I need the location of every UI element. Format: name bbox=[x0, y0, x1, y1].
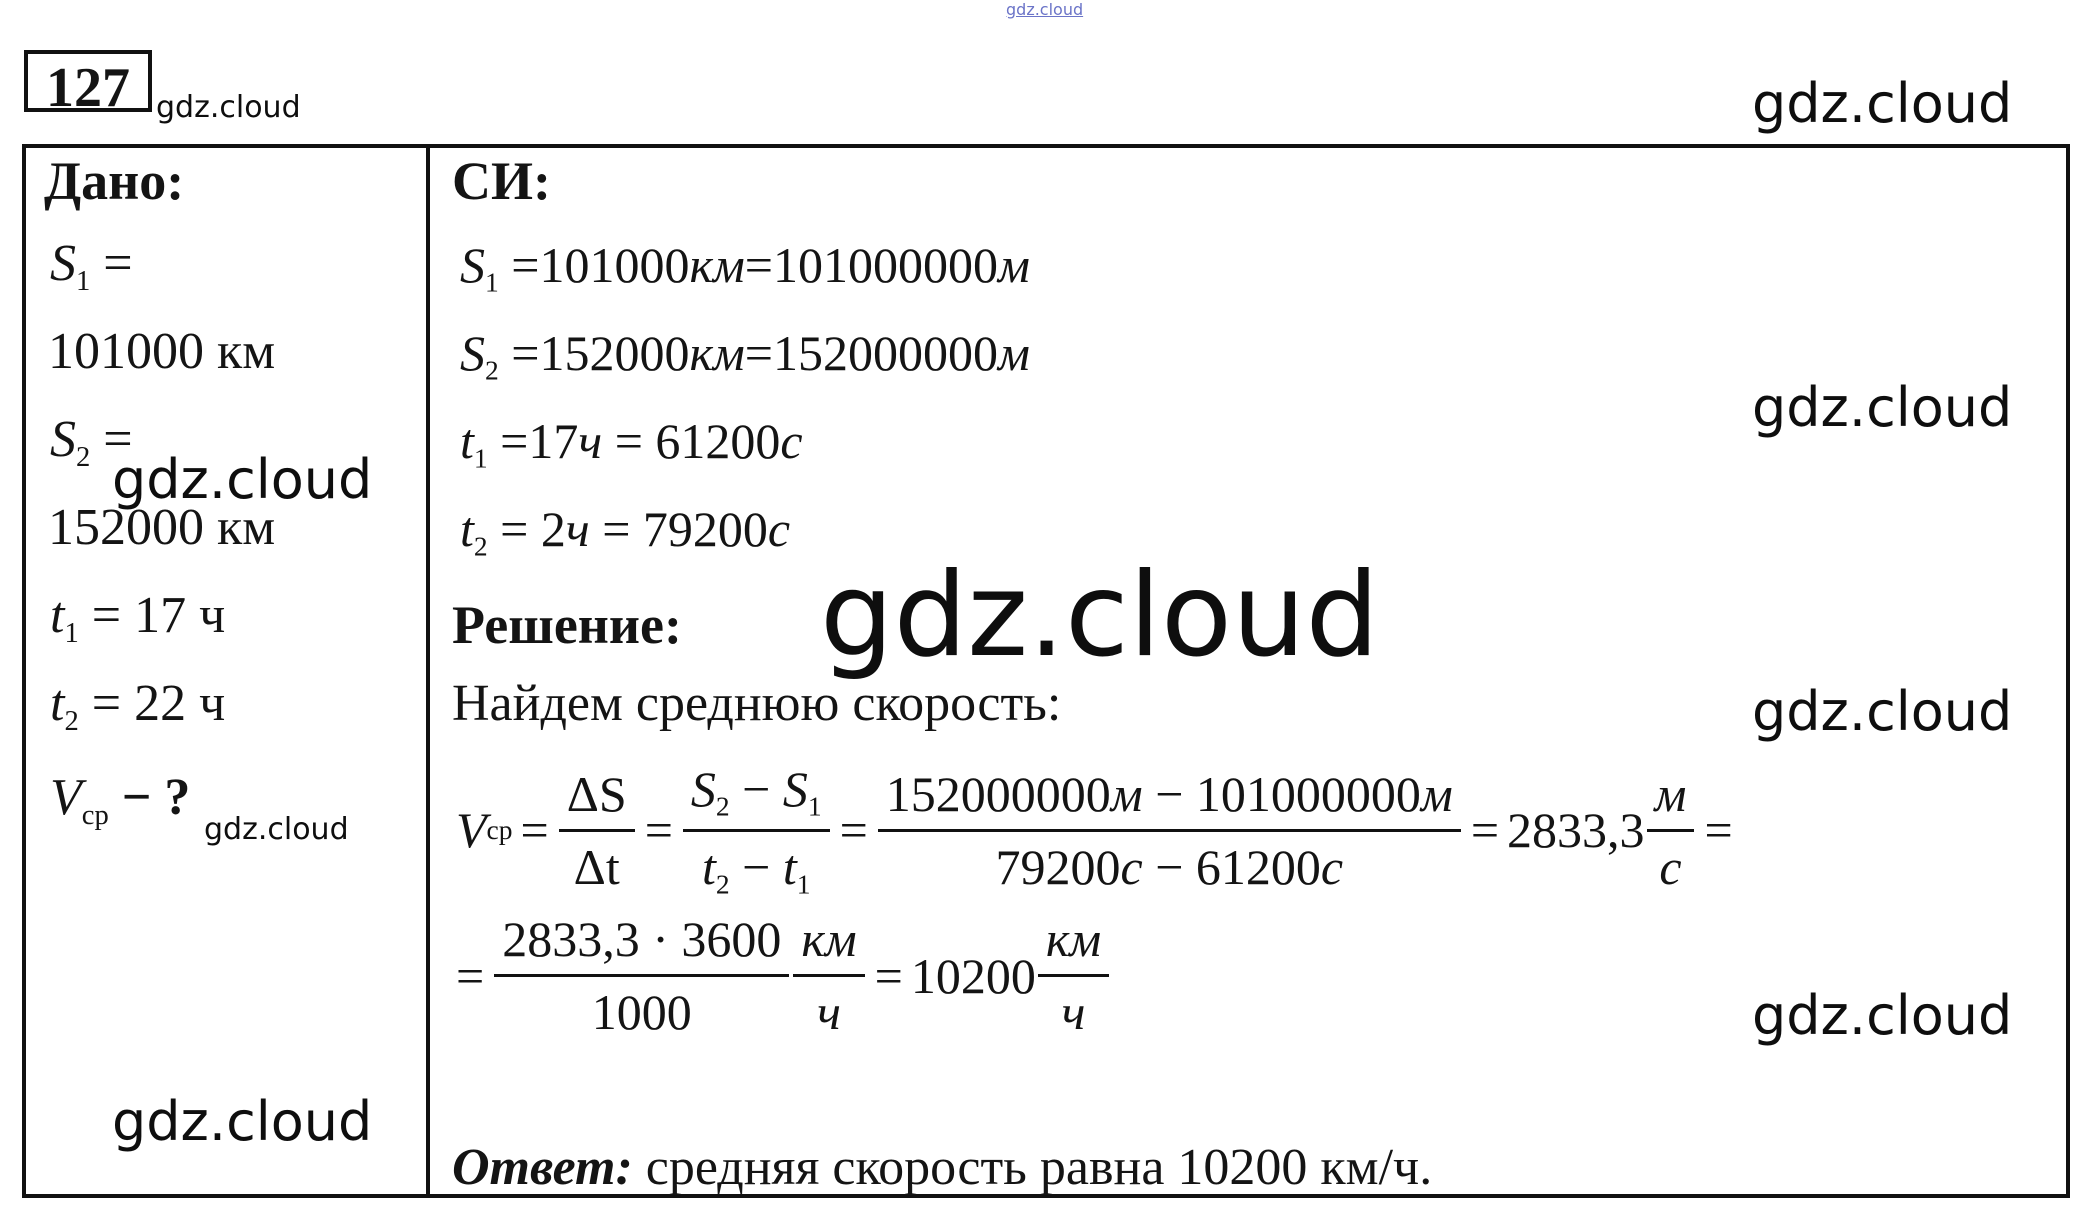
si-sub: 2 bbox=[473, 530, 488, 562]
si-sub: 1 bbox=[485, 266, 499, 298]
si-unit: км bbox=[689, 325, 745, 381]
si-var: S bbox=[460, 237, 485, 293]
si-unit: км bbox=[689, 237, 745, 293]
si-value: = 2 bbox=[487, 501, 566, 557]
given-s1-value: 101000 км bbox=[48, 323, 276, 380]
si-row bbox=[460, 236, 1030, 299]
fraction-delta: $\frac{\Delta S}{\Delta t}$ bbox=[563, 765, 631, 896]
si-value: =152000 bbox=[498, 325, 690, 381]
si-row bbox=[460, 324, 1030, 387]
si-var: t bbox=[460, 413, 474, 469]
si-value: =101000 bbox=[498, 237, 690, 293]
watermark: gdz.cloud bbox=[1752, 680, 2013, 743]
fraction-result-unit: $\frac{км}{ч}$ bbox=[1042, 910, 1105, 1041]
watermark: gdz.cloud bbox=[1752, 376, 2013, 439]
si-unit: с bbox=[780, 413, 803, 469]
given-t1: $t_1 = 17$ ч bbox=[50, 587, 226, 649]
si-row bbox=[460, 412, 803, 475]
watermark: gdz.cloud bbox=[1752, 984, 2013, 1047]
si-converted: = 61200 bbox=[602, 413, 781, 469]
fraction-unit-kmh: $\frac{км}{ч}$ bbox=[797, 910, 860, 1041]
si-converted: =152000000 bbox=[744, 325, 998, 381]
column-divider bbox=[426, 144, 430, 1198]
si-row bbox=[460, 500, 790, 563]
si-unit: ч bbox=[578, 413, 603, 469]
conversion-formula: = $\frac{2833,3 \cdot 3600}{1000}$ $\frac{км}{ч}$ = 10200 $\frac{км}{ч}$ bbox=[456, 910, 1111, 1041]
watermark: gdz.cloud bbox=[112, 448, 373, 511]
problem-number-box bbox=[24, 50, 152, 119]
si-heading: СИ: bbox=[452, 151, 551, 211]
given-heading: Дано: bbox=[44, 151, 185, 211]
si-converted: =101000000 bbox=[744, 237, 998, 293]
fraction-unit-ms: $\frac{м}{с}$ bbox=[1651, 765, 1691, 896]
si-sub: 1 bbox=[473, 442, 488, 474]
fraction-values: $\frac{152000000м - 101000000м}{79200с - 61200с}$ bbox=[882, 765, 1457, 896]
si-unit: ч bbox=[565, 501, 590, 557]
given-s1: $S_1$ = bbox=[50, 235, 133, 297]
si-unit: м bbox=[997, 237, 1030, 293]
watermark: gdz.cloud bbox=[204, 812, 349, 847]
si-unit: с bbox=[767, 501, 791, 557]
given-s2: $S_2$ = bbox=[50, 411, 133, 473]
fraction-difference: $\frac{S_2 - S_1}{t_2 - t_1}$ bbox=[687, 760, 826, 900]
answer-line: Ответ: средняя скорость равна 10200 км/ч. bbox=[452, 1139, 1433, 1196]
given-s2-value: 152000 км bbox=[48, 499, 276, 556]
si-var: S bbox=[460, 325, 485, 381]
si-unit: м bbox=[997, 325, 1030, 381]
solution-heading: Решение: bbox=[452, 595, 682, 655]
watermark: gdz.cloud bbox=[112, 1090, 373, 1153]
watermark: gdz.cloud bbox=[156, 90, 301, 125]
top-watermark[interactable]: gdz.cloud bbox=[1006, 0, 1084, 19]
watermark-large: gdz.cloud bbox=[820, 548, 1380, 683]
given-t2: $t_2 = 22$ ч bbox=[50, 675, 226, 737]
solution-intro: Найдем среднюю скорость: bbox=[452, 675, 1062, 732]
given-unknown: $V_{ср}$ − ? bbox=[50, 769, 191, 831]
si-converted: = 79200 bbox=[589, 501, 768, 557]
si-var: t bbox=[460, 501, 474, 557]
si-value: =17 bbox=[487, 413, 579, 469]
si-sub: 2 bbox=[485, 354, 499, 386]
fraction-conversion: $\frac{2833,3 \cdot 3600}{1000}$ bbox=[498, 910, 785, 1041]
problem-number: 127 bbox=[46, 57, 130, 119]
watermark: gdz.cloud bbox=[1752, 72, 2013, 135]
velocity-formula: V ср = $\frac{\Delta S}{\Delta t}$ = $\frac{S_2 - S_1}{t_2 - t_1}$ = $\frac{152000000м - 101000000м}{79200с - 61200с}$ = 2833,3 $\frac{м}{с}$ = bbox=[456, 761, 1733, 900]
